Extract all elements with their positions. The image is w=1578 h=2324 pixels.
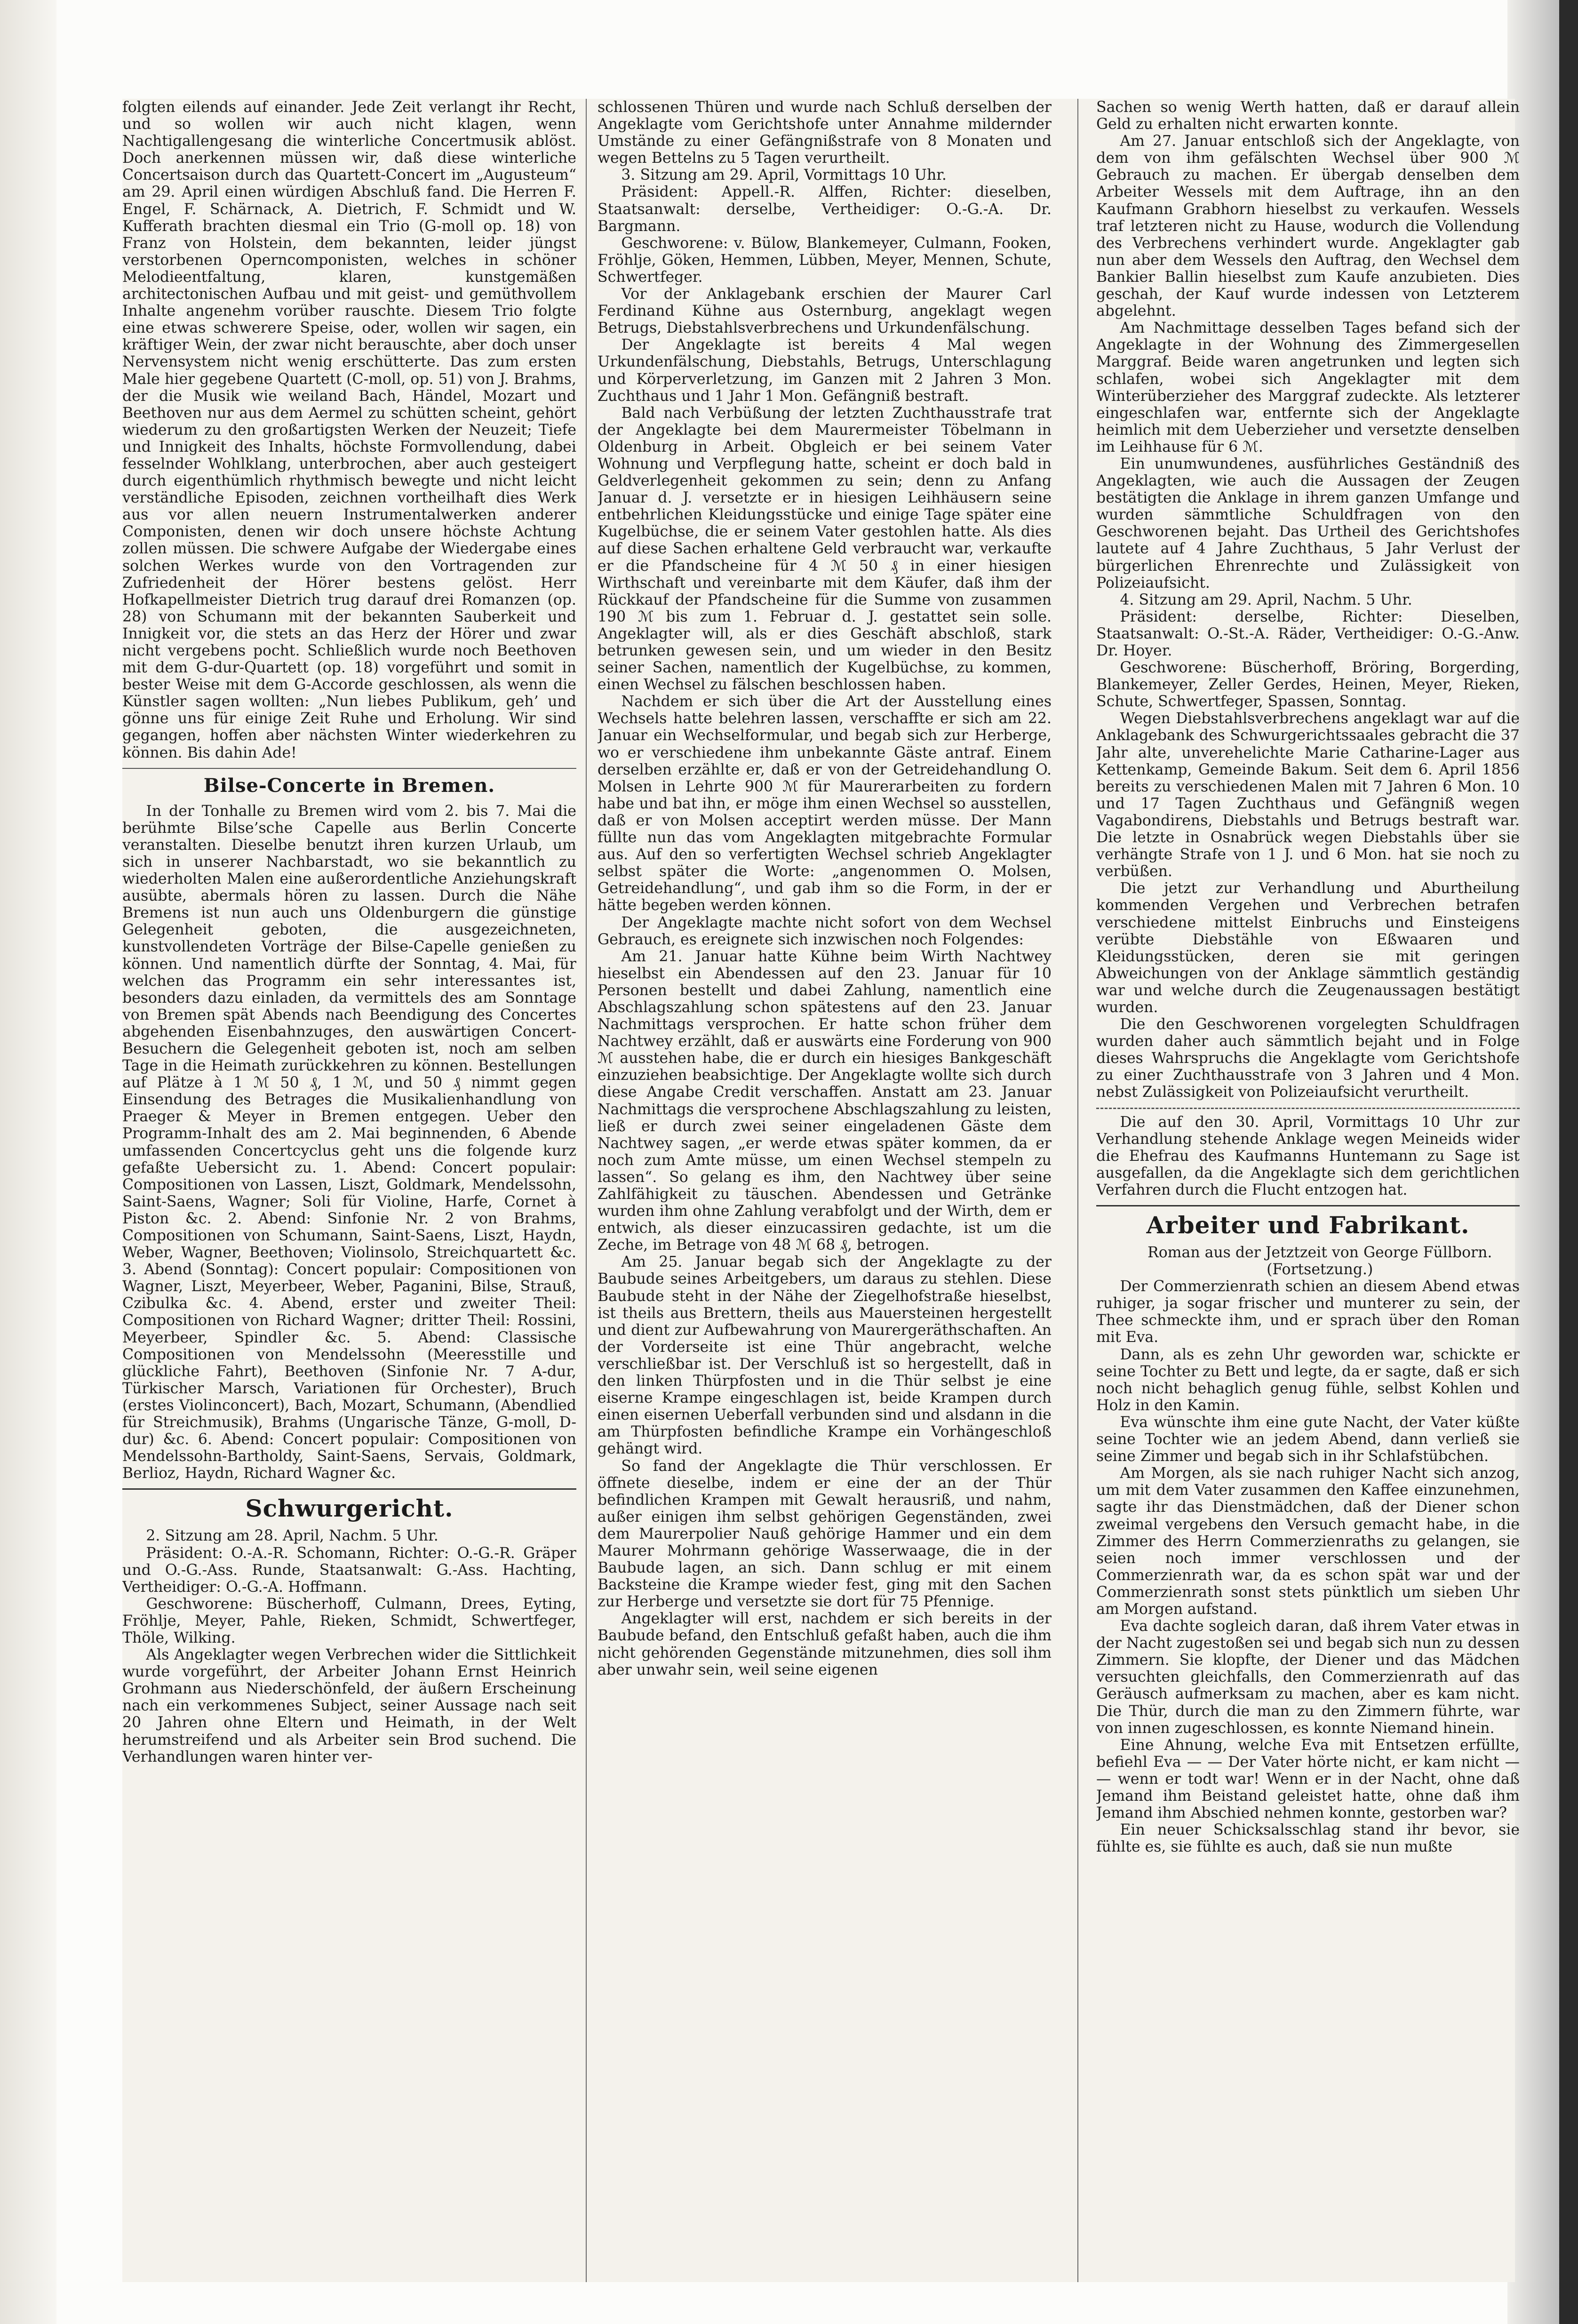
newspaper-page (122, 99, 1520, 2282)
court-paragraph: Nachdem er sich über die Art der Ausstellung eines Wechsels hatte belehren lassen, verschaffte er sich am 22. Januar ein Wechselformular, und begab sich zur Herberge, wo er verschiedene ihm unbekannte Gäste antraf. Einem derselben erzählte er, daß er von der Getreidehandlung O. Molsen in Lehrte 900 ℳ für Maurerarbeiten zu fordern habe und bat ihn, er möge ihm einen Wechsel so ausstellen, daß er von Molsen acceptirt werden müsse. Der Mann füllte nun das vom Angeklagten mitgebrachte Formular aus. Auf den so verfertigten Wechsel schrieb Angeklagter selbst später die Worte: „angenommen O. Molsen, Getreidehandlung“, und gab ihm so die Form, in der er hätte begeben werden können. (598, 693, 1052, 914)
court-paragraph: Wegen Diebstahlsverbrechens angeklagt war auf die Anklagebank des Schwurgerichtssaales gebracht die 37 Jahr alte, unverehelichte Marie Catharine-Lager aus Kettenkamp, Gemeinde Bakum. Seit dem 6. April 1856 bereits zu verschiedenen Malen mit 7 Jahren 6 Mon. 10 und 17 Tagen Zuchthaus und Gefängniß wegen Vagabondirens, Diebstahls und Betrugs bestraft war. Die letzte in Osnabrück wegen Diebstahls über sie verhängte Strafe von 1 J. und 6 Mon. hat sie noch zu verbüßen. (1096, 710, 1520, 880)
column-3 (1096, 99, 1520, 2282)
court-section-title: Schwurgericht. (245, 1494, 454, 1523)
novel-paragraph: Der Commerzienrath schien an diesem Abend etwas ruhiger, ja sogar frischer und munterer zu sein, der Thee schmeckte ihm, und er sprach über den Roman mit Eva. (1096, 1278, 1520, 1346)
column-1 (122, 99, 576, 2282)
section-divider (1096, 1205, 1520, 1206)
court-paragraph: 2. Sitzung am 28. April, Nachm. 5 Uhr. (146, 1527, 438, 1545)
novel-subtitle: Roman aus der Jetztzeit von George Füllborn. (1147, 1244, 1492, 1261)
column-2 (598, 99, 1052, 2282)
novel-paragraph: Eine Ahnung, welche Eva mit Entsetzen erfüllte, befiehl Eva — — Der Vater hörte nicht, er kam nicht — — wenn er todt war! Wenn er in der Nacht, ohne daß Jemand ihm Beistand geleistet hatte, ohne daß ihm Jemand ihm Abschied nehmen konnte, gestorben war? (1096, 1736, 1520, 1822)
court-paragraph: Die jetzt zur Verhandlung und Aburtheilung kommenden Vergehen und Verbrechen betrafen verschiedene mittelst Einbruchs und Einsteigens verübte Diebstähle von Eßwaaren und Kleidungsstücken, deren sie mit geringen Abweichungen von der Anklage sämmtlich geständig war und welche durch die Zeugenaussagen bestätigt wurden. (1096, 880, 1520, 1016)
page-gutter-shadow (0, 0, 56, 2324)
court-paragraph: 3. Sitzung am 29. April, Vormittags 10 Uhr. (621, 167, 947, 184)
novel-paragraph: Am Morgen, als sie nach ruhiger Nacht sich anzog, um mit dem Vater zusammen den Kaffee einzunehmen, sagte ihr das Dienstmädchen, daß der Diener schon zweimal vergebens den Versuch gemacht habe, in die Zimmer des Herrn Commerzienraths zu gelangen, sie seien noch immer verschlossen und der Commerzienrath war, da es schon spät war und der Commerzienrath sonst stets pünktlich um sieben Uhr am Morgen aufstand. (1096, 1465, 1520, 1618)
court-paragraph: Der Angeklagte machte nicht sofort von dem Wechsel Gebrauch, es ereignete sich inzwischen noch Folgendes: (598, 914, 1052, 948)
court-paragraph: Der Angeklagte ist bereits 4 Mal wegen Urkundenfälschung, Diebstahls, Betrugs, Unterschlagung und Körperverletzung, im Ganzen mit 2 Jahren 3 Mon. Zuchthaus und 1 Jahr 1 Mon. Gefängniß bestraft. (598, 336, 1052, 405)
court-paragraph: Geschworene: v. Bülow, Blankemeyer, Culmann, Fooken, Fröhlje, Göken, Hemmen, Lübben, Meyer, Mennen, Schute, Schwertfeger. (598, 234, 1052, 286)
section-divider (122, 768, 576, 769)
court-paragraph: Am 27. Januar entschloß sich der Angeklagte, von dem von ihm gefälschten Wechsel über 900 ℳ Gebrauch zu machen. Er übergab denselben dem Arbeiter Wessels mit dem Auftrage, ihn an den Kaufmann Grabhorn hieselbst zu verkaufen. Wessels traf letzteren nicht zu Hause, wodurch die Vollendung des Verbrechens verhindert wurde. Angeklagter gab nun aber dem Wessels den Auftrag, den Wechsel dem Bankier Ballin hieselbst zum Kaufe anzubieten. Dies geschah, der Kauf wurde indessen von Letzterem abgelehnt. (1096, 133, 1520, 320)
court-paragraph: Geschworene: Büscherhoff, Culmann, Drees, Eyting, Fröhlje, Meyer, Pahle, Rieken, Schmidt, Schwertfeger, Thöle, Wilking. (122, 1595, 576, 1646)
court-paragraph: Präsident: derselbe, Richter: Dieselben, Staatsanwalt: O.-St.-A. Räder, Vertheidiger: O.-G.-Anw. Dr. Hoyer. (1096, 608, 1520, 659)
court-paragraph: So fand der Angeklagte die Thür verschlossen. Er öffnete dieselbe, indem er eine der an der Thür befindlichen Krampen mit Gewalt herausriß, und nahm, außer einigen ihm selbst gehörigen Gegenständen, zwei dem Maurerpolier Nauß gehörige Hammer und ein dem Maurer Mohrmann gehörige Wasserwaage, die in der Baubude lagen, an sich. Dann schlug er mit einem Backsteine die Krampe wieder fest, ging mit den Sachen zur Herberge und versetzte sie dort für 75 Pfennige. (598, 1457, 1052, 1611)
court-paragraph: Die den Geschworenen vorgelegten Schuldfragen wurden daher auch sämmtlich bejaht und in Folge dieses Wahrspruchs die Angeklagte vom Gerichtshofe zu einer Zuchthausstrafe von 3 Jahren und 4 Mon. nebst Zulässigkeit von Polizeiaufsicht verurtheilt. (1096, 1016, 1520, 1101)
court-paragraph: Präsident: O.-A.-R. Schomann, Richter: O.-G.-R. Gräper und O.-G.-Ass. Runde, Staatsanwalt: G.-Ass. Hachting, Vertheidiger: O.-G.-A. Hoffmann. (122, 1544, 576, 1596)
court-paragraph: schlossenen Thüren und wurde nach Schluß derselben der Angeklagte vom Gerichtshofe unter Annahme mildernder Umstände zu einer Gefängnißstrafe von 8 Monaten und wegen Bettelns zu 5 Tagen verurtheilt. (598, 99, 1052, 167)
court-paragraph: Präsident: Appell.-R. Alffen, Richter: dieselben, Staatsanwalt: derselbe, Vertheidiger: O.-G.-A. Dr. Bargmann. (598, 184, 1052, 235)
bilse-paragraph: In der Tonhalle zu Bremen wird vom 2. bis 7. Mai die berühmte Bilse’sche Capelle aus Berlin Concerte veranstalten. Dieselbe benutzt ihren kurzen Urlaub, um sich in unserer Nachbarstadt, wo sie bekanntlich zu wiederholten Malen eine außerordentliche Anziehungskraft ausübte, abermals hören zu lassen. Durch die Nähe Bremens ist nun auch uns Oldenburgern die günstige Gelegenheit geboten, die ausgezeichneten, kunstvollendeten Vorträge der Bilse-Capelle genießen zu können. Und namentlich dürfte der Sonntag, 4. Mai, für welchen das Programm ein sehr interessantes ist, besonders dazu einladen, da vermittels des am Sonntage von Bremen spät Abends nach Beendigung des Concertes abgehenden Eisenbahnzuges, den auswärtigen Concert-Besuchern die Gelegenheit geboten ist, noch am selben Tage in die Heimath zurückkehren zu können. Bestellungen auf Plätze à 1 ℳ 50 ₰, 1 ℳ, und 50 ₰ nimmt gegen Einsendung des Betrages die Musikalienhandlung von Praeger & Meyer in Bremen entgegen. Ueber den Programm-Inhalt des am 2. Mai beginnenden, 6 Abende umfassenden Concertcyclus geht uns die folgende kurz gefaßte Uebersicht zu. 1. Abend: Concert populair: Compositionen von Lassen, Liszt, Goldmark, Mendelssohn, Saint-Saens, Wagner; Soli für Violine, Harfe, Cornet à Piston &c. 2. Abend: Sinfonie Nr. 2 von Brahms, Compositionen von Schumann, Saint-Saens, Liszt, Haydn, Weber, Wagner, Beethoven; Violinsolo, Streichquartett &c. 3. Abend (Sonntag): Concert populair: Compositionen von Wagner, Liszt, Meyerbeer, Weber, Paganini, Bilse, Strauß, Czibulka &c. 4. Abend, erster und zweiter Theil: Compositionen von Richard Wagner; dritter Theil: Rossini, Meyerbeer, Spindler &c. 5. Abend: Classische Compositionen von Mendelssohn (Meeresstille und glückliche Fahrt), Beethoven (Sinfonie Nr. 7 A-dur, Türkischer Marsch, Variationen für Orchester), Bruch (erstes Violinconcert), Bach, Mozart, Schumann, (Abendlied für Streichmusik), Brahms (Ungarische Tänze, G-moll, D-dur) &c. 6. Abend: Concert populair: Compositionen von Mendelssohn-Bartholdy, Saint-Saens, Servais, Goldmark, Berlioz, Haydn, Richard Wagner &c. (122, 802, 576, 1482)
novel-continuation-note: (Fortsetzung.) (1267, 1261, 1373, 1278)
novel-paragraph: Ein neuer Schicksalsschlag stand ihr bevor, sie fühlte es, sie fühlte es auch, daß sie nun mußte (1096, 1821, 1520, 1856)
court-paragraph: Geschworene: Büscherhoff, Bröring, Borgerding, Blankemeyer, Zeller Gerdes, Heinen, Meyer, Rieken, Schute, Schwertfeger, Spassen, Sonntag. (1096, 659, 1520, 711)
novel-paragraph: Eva wünschte ihm eine gute Nacht, der Vater küßte seine Tochter wie an jedem Abend, dann verließ sie seine Zimmer und begab sich in ihr Schlafstübchen. (1096, 1414, 1520, 1465)
court-paragraph: Vor der Anklagebank erschien der Maurer Carl Ferdinand Kühne aus Osternburg, angeklagt wegen Betrugs, Diebstahlsverbrechens und Urkundenfälschung. (598, 286, 1052, 337)
dashed-divider (1096, 1108, 1520, 1109)
court-paragraph: Am Nachmittage desselben Tages befand sich der Angeklagte in der Wohnung des Zimmergesellen Marggraf. Beide waren angetrunken und legten sich schlafen, wobei sich Angeklagter mit dem Winterüberzieher des Marggraf zudeckte. Als letzterer eingeschlafen war, entfernte sich der Angeklagte heimlich mit dem Ueberzieher und versetzte denselben im Leihhause für 6 ℳ. (1096, 319, 1520, 455)
column-separator (586, 99, 587, 2282)
court-paragraph: Sachen so wenig Werth hatten, daß er darauf allein Geld zu erhalten nicht erwarten konnte. (1096, 99, 1520, 133)
court-notice: Die auf den 30. April, Vormittags 10 Uhr zur Verhandlung stehende Anklage wegen Meineids wider die Ehefrau des Kaufmanns Huntemann zu Sage ist ausgefallen, da die Angeklagte sich dem gerichtlichen Verfahren durch die Flucht entzogen hat. (1096, 1113, 1520, 1198)
court-paragraph: Am 21. Januar hatte Kühne beim Wirth Nachtwey hieselbst ein Abendessen auf den 23. Januar für 10 Personen bestellt und dabei Zahlung, namentlich eine Abschlagszahlung schon spätestens auf den 23. Januar Nachmittags versprochen. Er hatte schon früher dem Nachtwey erzählt, daß er auswärts eine Forderung von 900 ℳ ausstehen habe, die er durch ein hiesiges Bankgeschäft einzuziehen beabsichtige. Der Angeklagte wollte sich durch diese Angabe Credit verschaffen. Anstatt am 23. Januar Nachmittags die versprochene Abschlagszahlung zu leisten, ließ er durch zwei seiner eingeladenen Gäste dem Nachtwey sagen, „er werde etwas später kommen, da er noch zum Amte müsse, um einen Wechsel stempeln zu lassen“. So gelang es ihm, den Nachtwey über seine Zahlfähigkeit zu täuschen. Abendessen und Getränke wurden ihm ohne Zahlung verabfolgt und der Wirth, dem er entwich, als dieser einzucassiren gedachte, ist um die Zeche, im Betrage von 48 ℳ 68 ₰, betrogen. (598, 948, 1052, 1254)
bilse-section-title: Bilse-Concerte in Bremen. (203, 774, 495, 797)
court-paragraph: Angeklagter will erst, nachdem er sich bereits in der Baubude befand, den Entschluß gefaßt haben, auch die ihm nicht gehörenden Gegenstände mitzunehmen, dies soll ihm aber unwahr sein, weil seine eigenen (598, 1610, 1052, 1678)
concert-review-text: folgten eilends auf einander. Jede Zeit verlangt ihr Recht, und so wollen wir auch nicht klagen, wenn Nachtigallengesang die winterliche Concertmusik ablöst. Doch anerkennen müssen wir, daß diese winterliche Concertsaison durch das Quartett-Concert im „Augusteum“ am 29. April einen würdigen Abschluß fand. Die Herren F. Engel, F. Schärnack, A. Dietrich, F. Schmidt und W. Kufferath brachten diesmal ein Trio (G-moll op. 18) von Franz von Holstein, dem bekannten, leider jüngst verstorbenen Operncomponisten, welches in schöner Melodieentfaltung, klaren, kunstgemäßen architectonischen Aufbau und mit geist- und gemüthvollem Inhalte angenehm vorüber rauschte. Diesem Trio folgte eine etwas schwerere Speise, oder, wollen wir sagen, ein kräftiger Wein, der zwar nicht berauschte, aber doch unser Nervensystem nicht wenig erschütterte. Das zum ersten Male hier gegebene Quartett (C-moll, op. 51) von J. Brahms, der die Musik wie weiland Bach, Händel, Mozart und Beethoven nur aus dem Aermel zu schütten scheint, gehört wiederum zu den großartigsten Werken der Neuzeit; Tiefe und Innigkeit des Inhalts, höchste Formvollendung, dabei fesselnder Wohlklang, unterbrochen, aber auch gesteigert durch eigenthümlich rhythmisch bewegte und nicht leicht verständliche Episoden, zeichnen vortheilhaft dies Werk aus vor allen neuern Instrumentalwerken anderer Componisten, denen wir doch unsere höchste Achtung zollen müssen. Die schwere Aufgabe der Wiedergabe eines solchen Werkes wurde von den Vortragenden zur Zufriedenheit der Hörer bestens gelöst. Herr Hofkapellmeister Dietrich trug darauf drei Romanzen (op. 28) von Schumann mit der bekannten Sauberkeit und Innigkeit vor, die stets an das Herz der Hörer und zwar nicht vergebens pocht. Schließlich wurde noch Beethoven mit dem G-dur-Quartett (op. 18) vorgeführt und somit in bester Weise mit dem G-Accorde geschlossen, als wenn die Künstler sagen wollten: „Nun liebes Publikum, geh’ und gönne uns für einige Zeit Ruhe und Erholung. Wir sind gegangen, hoffen aber nächsten Winter wiederkehren zu können. Bis dahin Ade! (122, 99, 576, 761)
court-paragraph: Bald nach Verbüßung der letzten Zuchthausstrafe trat der Angeklagte bei dem Maurermeister Töbelmann in Oldenburg in Arbeit. Obgleich er bei seinem Vater Wohnung und Verpflegung hatte, scheint er doch bald in Geldverlegenheit gekommen zu sein; denn zu Anfang Januar d. J. versetzte er in hiesigen Leihhäusern seine entbehrlichen Kleidungsstücke und einige Tage später eine Kugelbüchse, die er seinem Vater gestohlen hatte. Als dies auf diese Sachen erhaltene Geld verbraucht war, verkaufte er die Pfandscheine für 4 ℳ 50 ₰ in einer hiesigen Wirthschaft und vereinbarte mit dem Käufer, daß ihm der Rückkauf der Pfandscheine für die Summe von zusammen 190 ℳ bis zum 1. Februar d. J. gestattet sein solle. Angeklagter will, als er dies Geschäft abschloß, stark betrunken gewesen sein, und um wieder in den Besitz seiner Sachen, namentlich der Kugelbüchse, zu kommen, einen Wechsel zu fälschen beschlossen haben. (598, 404, 1052, 694)
novel-paragraph: Dann, als es zehn Uhr geworden war, schickte er seine Tochter zu Bett und legte, da er sagte, daß er sich noch nicht behaglich genug fühle, selbst Kohlen und Holz in den Kamin. (1096, 1346, 1520, 1414)
novel-title: Arbeiter und Fabrikant. (1146, 1211, 1470, 1239)
court-paragraph: Ein unumwundenes, ausführliches Geständniß des Angeklagten, wie auch die Aussagen der Zeugen bestätigten die Anklage in ihrem ganzen Umfange und wurden sämmtliche Schuldfragen von den Geschworenen bejaht. Das Urtheil des Gerichtshofes lautete auf 4 Jahre Zuchthaus, 5 Jahr Verlust der bürgerlichen Ehrenrechte und Zulässigkeit von Polizeiaufsicht. (1096, 455, 1520, 591)
column-separator (1077, 99, 1078, 2282)
novel-paragraph: Eva dachte sogleich daran, daß ihrem Vater etwas in der Nacht zugestoßen sei und begab sich nun zu dessen Zimmern. Sie klopfte, der Diener und das Mädchen versuchten gleichfalls, den Commerzienrath auf das Geräusch aufmerksam zu machen, aber es kam nicht. Die Thür, durch die man zu den Zimmern führte, war von innen zugeschlossen, es konnte Niemand hinein. (1096, 1618, 1520, 1737)
court-paragraph: Am 25. Januar begab sich der Angeklagte zu der Baubude seines Arbeitgebers, um daraus zu stehlen. Diese Baubude steht in der Nähe der Ziegelhofstraße hieselbst, ist theils aus Brettern, theils aus Mauersteinen hergestellt und dient zur Aufbewahrung von Maurergeräthschaften. An der Vorderseite ist eine Thür angebracht, welche verschließbar ist. Der Verschluß ist so hergestellt, daß in den linken Thürpfosten und in die Thür selbst je eine eiserne Krampe eingeschlagen ist, beide Krampen durch einen eisernen Ueberfall verbunden sind und alsdann in die am Thürpfosten befindliche Krampe ein Vorhängeschloß gehängt wird. (598, 1254, 1052, 1458)
court-paragraph: Als Angeklagter wegen Verbrechen wider die Sittlichkeit wurde vorgeführt, der Arbeiter Johann Ernst Heinrich Grohmann aus Niederschönfeld, der äußern Erscheinung nach ein verkommenes Subject, seiner Aussage nach seit 20 Jahren ohne Eltern und Heimath, in der Welt herumstreifend und als Arbeiter sein Brod suchend. Die Verhandlungen waren hinter ver- (122, 1646, 576, 1765)
court-paragraph: 4. Sitzung am 29. April, Nachm. 5 Uhr. (1120, 591, 1412, 608)
section-divider (122, 1488, 576, 1490)
